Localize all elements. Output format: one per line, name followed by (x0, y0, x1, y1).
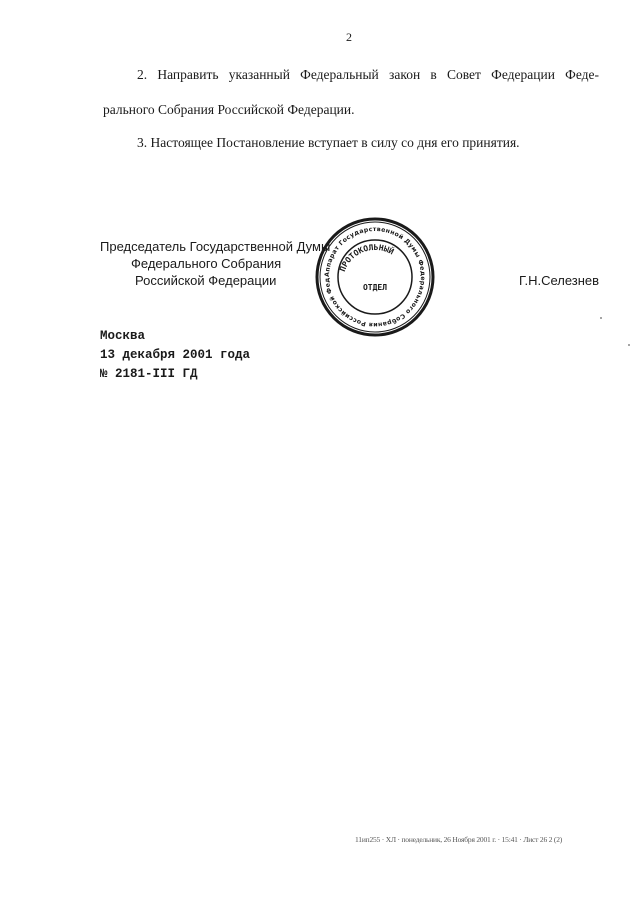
svg-text:ПРОТОКОЛЬНЫЙ (338, 243, 396, 273)
paragraph-2-line-1: 2. Направить указанный Федеральный закон в Совет Федерации Феде- (137, 67, 599, 82)
stamp-seal-icon (310, 212, 440, 342)
date: 13 декабря 2001 года (100, 348, 251, 362)
scan-speck (628, 344, 630, 346)
official-stamp (310, 212, 440, 342)
paragraph-3: 3. Настоящее Постановление вступает в силу со дня его принятия. (137, 135, 520, 150)
page-number: 2 (346, 30, 352, 44)
stamp-outer-text: Аппарат Государственной Думы Федерального Собрания Российской Фед (323, 225, 427, 329)
stamp-inner-top: ПРОТОКОЛЬНЫЙ (337, 242, 396, 273)
signatory-title-line-1: Председатель Государственной Думы (100, 239, 331, 254)
document-number: № 2181-III ГД (100, 367, 198, 381)
scan-speck (600, 317, 602, 319)
signatory-name: Г.Н.Селезнев (519, 273, 600, 288)
paragraph-2-line-2: рального Собрания Российской Федерации. (103, 102, 355, 117)
stamp-inner-bottom: ОТДЕЛ (362, 283, 388, 292)
signatory-title-line-3: Российской Федерации (135, 273, 277, 288)
signatory-title-line-2: Федерального Собрания (131, 256, 282, 271)
city: Москва (100, 329, 146, 343)
print-footer: 11ип255 · ХЛ · понедельник, 26 Ноября 2001 г. · 15:41 · Лист 26 2 (2) (355, 835, 563, 844)
